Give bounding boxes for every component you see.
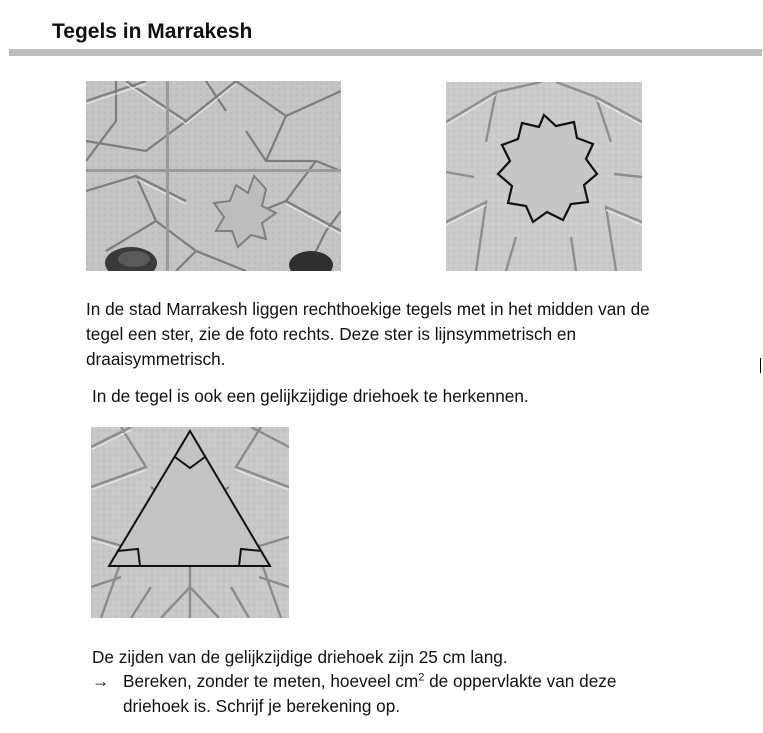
paragraph-intro-line1: In de stad Marrakesh liggen rechthoekige tegels met in het midden van de bbox=[86, 299, 650, 319]
task-line1-before: Bereken, zonder te meten, hoeveel cm bbox=[123, 671, 419, 691]
task-instruction bbox=[92, 669, 752, 719]
star-tile-photo bbox=[446, 82, 642, 271]
triangle-tile-photo bbox=[91, 427, 289, 618]
text-cursor bbox=[760, 358, 761, 373]
page-title: Tegels in Marrakesh bbox=[52, 20, 253, 43]
street-tiles-photo bbox=[86, 81, 341, 271]
title-divider bbox=[9, 49, 762, 56]
task-line1-after: de oppervlakte van deze bbox=[424, 671, 617, 691]
paragraph-triangle: In de tegel is ook een gelijkzijdige driehoek te herkennen. bbox=[92, 386, 529, 406]
task-line2: driehoek is. Schrijf je berekening op. bbox=[123, 696, 401, 716]
paragraph-intro-line2: tegel een ster, zie de foto rechts. Deze ster is lijnsymmetrisch en bbox=[86, 324, 577, 344]
arrow-icon: → bbox=[92, 671, 110, 691]
paragraph-intro-line3: draaisymmetrisch. bbox=[86, 349, 226, 369]
task-line1 bbox=[123, 669, 752, 694]
task-unit-exponent: 2 bbox=[418, 671, 425, 684]
paragraph-sides: De zijden van de gelijkzijdige driehoek zijn 25 cm lang. bbox=[92, 647, 508, 667]
paragraph-intro bbox=[86, 297, 756, 372]
